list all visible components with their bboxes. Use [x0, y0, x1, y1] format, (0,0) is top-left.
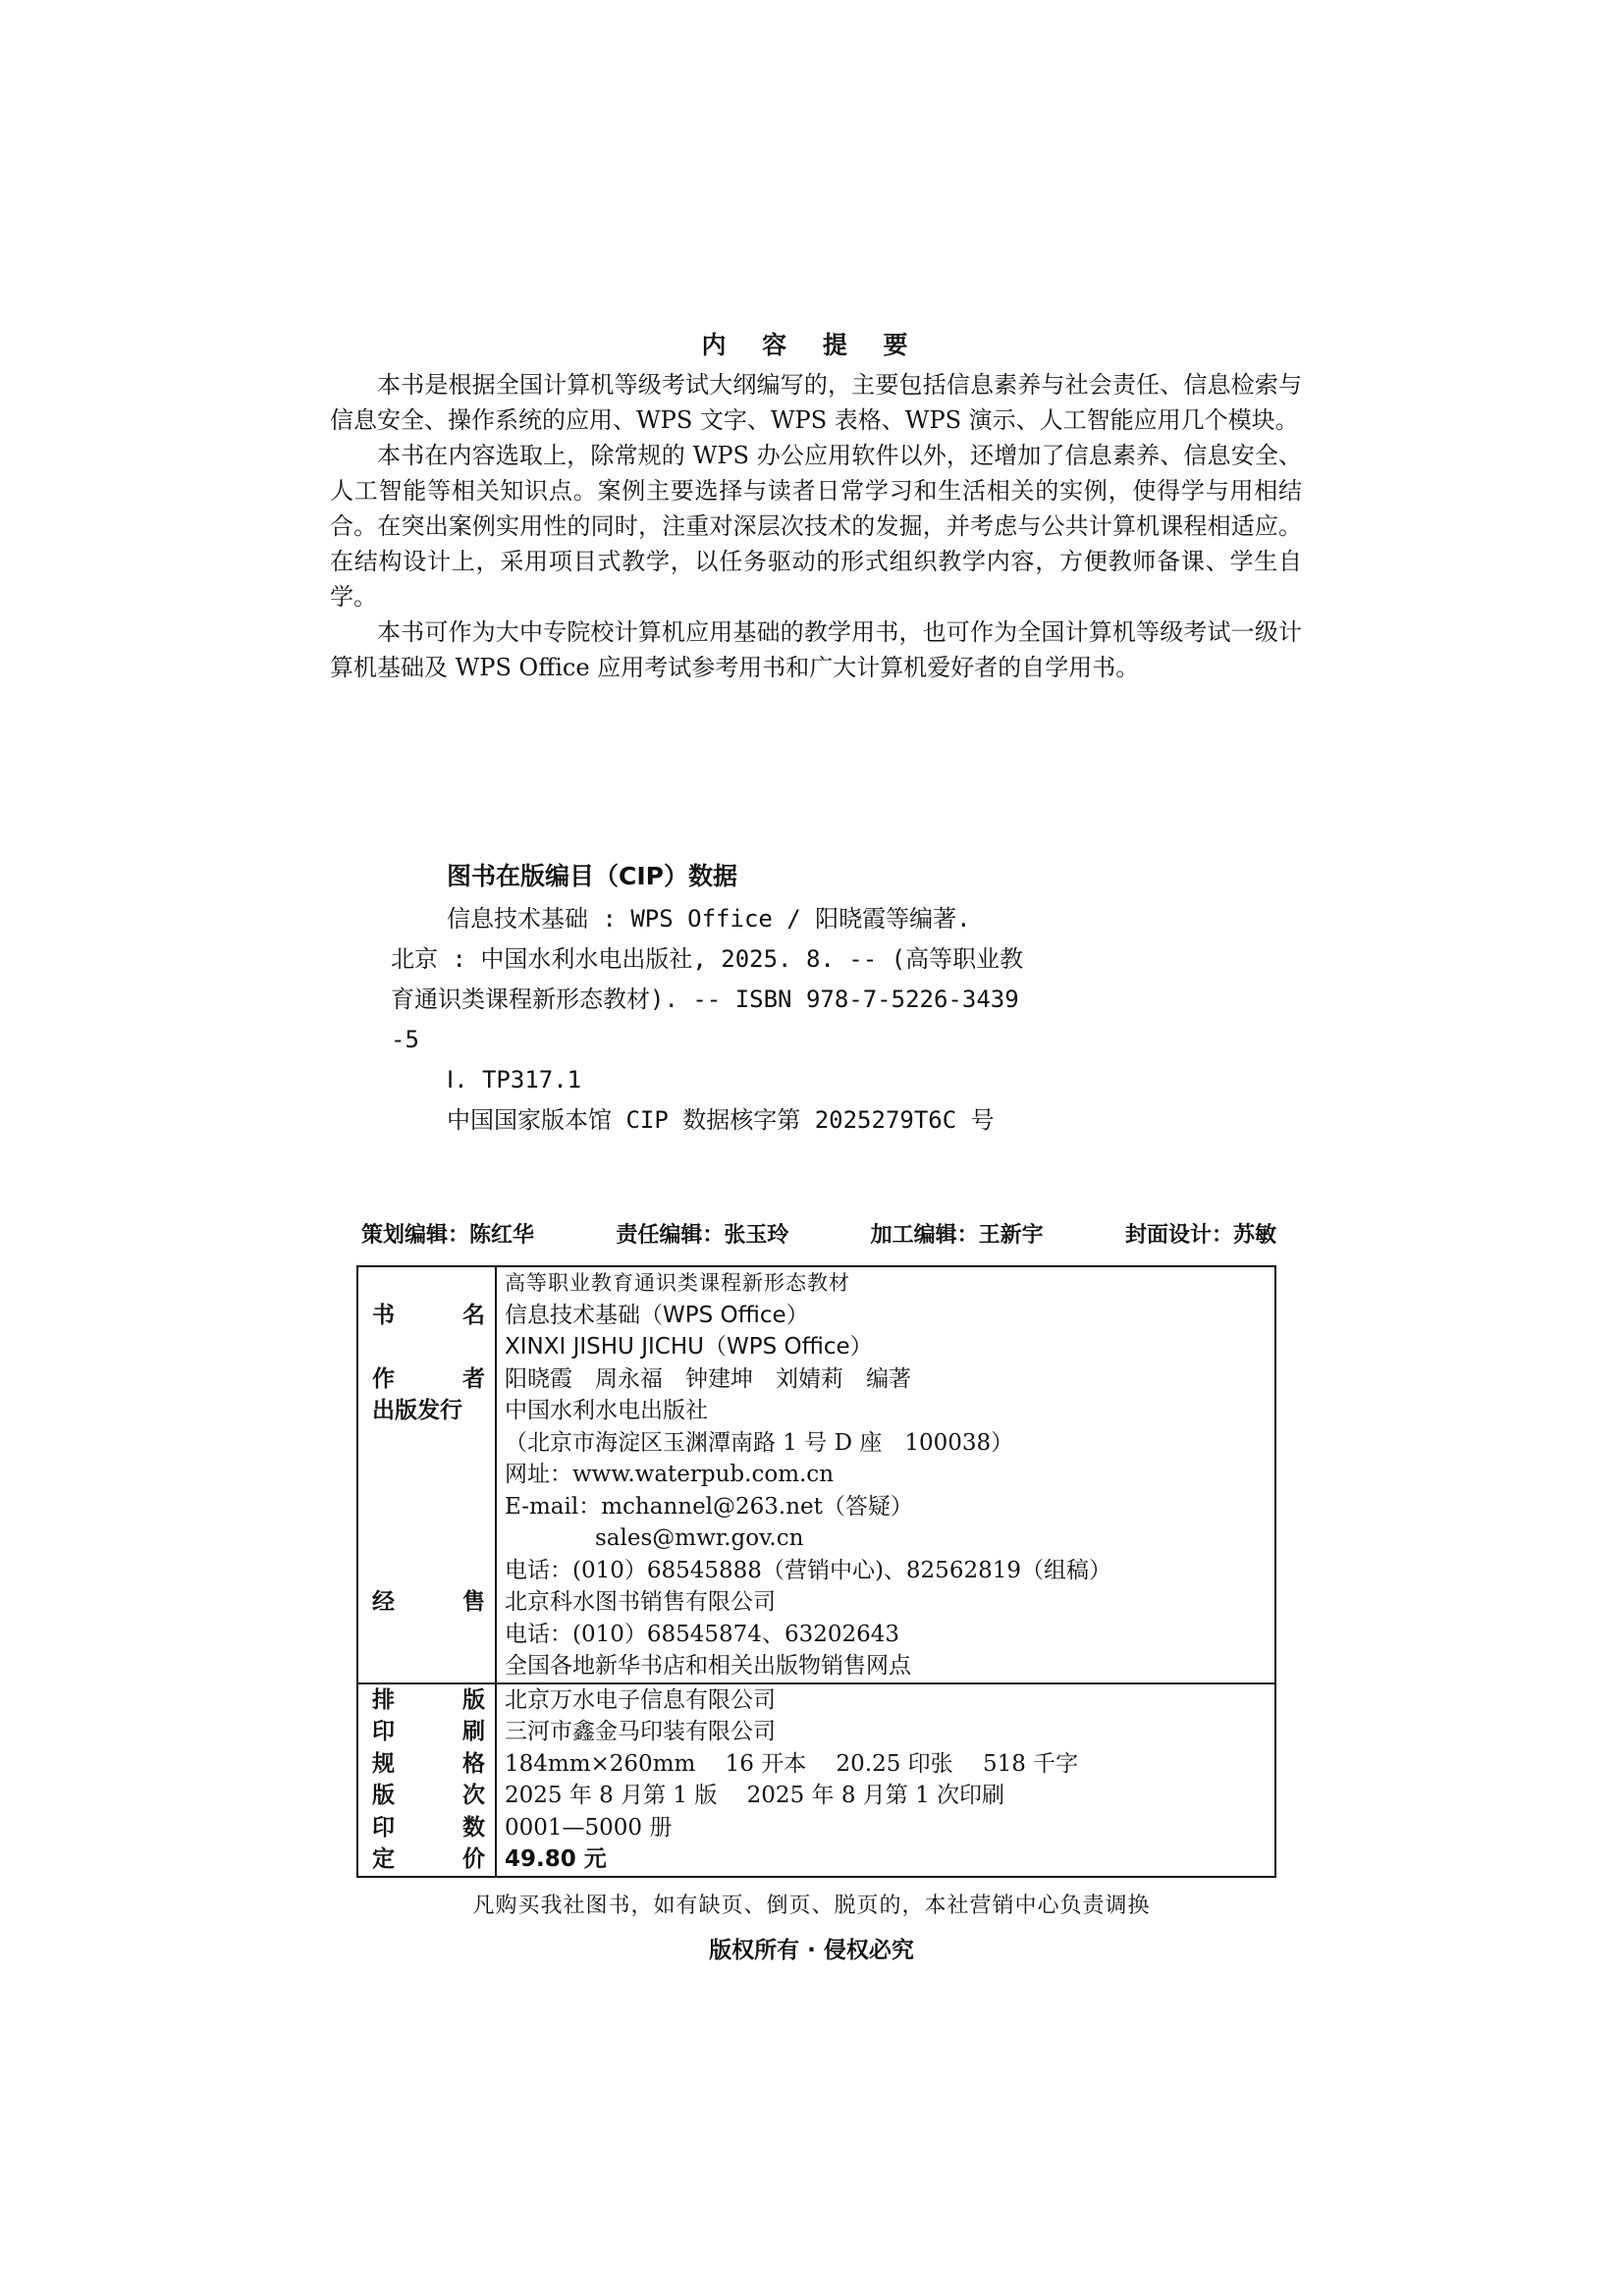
publication-info-table: [356, 1265, 1276, 1878]
cip-line: -5: [391, 1026, 419, 1053]
edition-value: 2025 年 8 月第 1 版 2025 年 8 月第 1 次印刷: [505, 1783, 1005, 1808]
book-title: 信息技术基础（WPS Office）: [505, 1302, 809, 1328]
publisher-address: （北京市海淀区玉渊潭南路 1 号 D 座 100038）: [505, 1429, 1014, 1456]
processing-editor: 加工编辑：王新宇: [870, 1223, 1044, 1248]
production-values: [497, 1684, 1274, 1876]
series-name: 高等职业教育通识类课程新形态教材: [505, 1271, 850, 1295]
printing-value: 三河市鑫金马印装有限公司: [505, 1719, 776, 1744]
abstract-title: 内 容 提 要: [701, 331, 922, 359]
label-book-name: 书 名: [372, 1302, 485, 1328]
price-value: 49.80 元: [505, 1846, 607, 1872]
info-section-production: [358, 1682, 1274, 1876]
cip-line: 育通识类课程新形态教材). -- ISBN 978-7-5226-3439: [391, 986, 1019, 1013]
info-section-main: [358, 1267, 1274, 1682]
distributor-name: 北京科水图书销售有限公司: [505, 1589, 776, 1615]
distributor-phone: 电话：(010）68545874、63202643: [505, 1621, 900, 1647]
responsible-editor: 责任编辑：张玉玲: [616, 1223, 789, 1248]
publisher-email: E-mail：mchannel@263.net（答疑）: [505, 1493, 913, 1520]
label-price: 定 价: [372, 1846, 485, 1872]
cip-line: 信息技术基础 : WPS Office / 阳晓霞等编著.: [447, 905, 971, 933]
abstract-paragraph: 本书可作为大中专院校计算机应用基础的教学用书，也可作为全国计算机等级考试一级计算机基础及 WPS Office 应用考试参考用书和广大计算机爱好者的自学用书。: [330, 618, 1302, 681]
label-distributor: 经 售: [372, 1589, 485, 1615]
label-specification: 规 格: [372, 1750, 485, 1777]
replacement-notice: 凡购买我社图书，如有缺页、倒页、脱页的，本社营销中心负责调换: [472, 1894, 1151, 1918]
typesetting-value: 北京万水电子信息有限公司: [505, 1686, 776, 1713]
publisher-name: 中国水利水电出版社: [505, 1398, 708, 1423]
abstract-paragraph: 本书是根据全国计算机等级考试大纲编写的，主要包括信息素养与社会责任、信息检索与信息安全、操作系统的应用、WPS 文字、WPS 表格、WPS 演示、人工智能应用几个模块。: [330, 371, 1302, 434]
cip-data: [391, 899, 1098, 1141]
label-print-run: 印 数: [372, 1814, 485, 1841]
book-title-pinyin: XINXI JISHU JICHU（WPS Office）: [505, 1334, 873, 1360]
copyright-notice: 版权所有 · 侵权必究: [709, 1938, 914, 1963]
cip-line: 中国国家版本馆 CIP 数据核字第 2025279T6C 号: [447, 1106, 995, 1134]
info-labels: [358, 1267, 497, 1682]
distributor-network: 全国各地新华书店和相关出版物销售网点: [505, 1653, 911, 1679]
label-typesetting: 排 版: [372, 1686, 485, 1713]
production-labels: [358, 1684, 497, 1876]
label-author: 作 者: [372, 1365, 485, 1392]
publisher-phone: 电话：(010）68545888（营销中心)、82562819（组稿）: [505, 1557, 1111, 1583]
editors-row: [361, 1218, 1276, 1249]
print-run-value: 0001—5000 册: [505, 1814, 673, 1841]
publisher-website: 网址：www.waterpub.com.cn: [505, 1462, 835, 1487]
abstract-paragraph: 本书在内容选取上，除常规的 WPS 办公应用软件以外，还增加了信息素养、信息安全、人工智能等相关知识点。案例主要选择与读者日常学习和生活相关的实例，使得学与用相结合。在突出案例实用性的同时，注重对深层次技术的发掘，并考虑与公共计算机课程相适应。在结构设计上，采用项目式教学，以任务驱动的形式组织教学内容，方便教师备课、学生自学。: [330, 442, 1302, 611]
cip-line: 北京 : 中国水利水电出版社, 2025. 8. -- (高等职业教: [391, 945, 1024, 973]
specification-value: 184mm×260mm 16 开本 20.25 印张 518 千字: [505, 1750, 1079, 1777]
abstract-body: [330, 367, 1302, 685]
cip-heading: 图书在版编目（CIP）数据: [447, 862, 737, 890]
cip-line: Ⅰ. TP317.1: [447, 1066, 582, 1094]
planning-editor: 策划编辑：陈红华: [361, 1223, 535, 1248]
author-value: 阳晓霞 周永福 钟建坤 刘婧莉 编著: [505, 1365, 911, 1392]
label-printing: 印 刷: [372, 1719, 485, 1744]
publisher-email-2: sales@mwr.gov.cn: [505, 1525, 804, 1551]
label-publisher: 出版发行: [372, 1398, 462, 1423]
label-edition: 版 次: [372, 1783, 485, 1808]
info-values: [497, 1267, 1274, 1682]
cover-designer: 封面设计：苏敏: [1124, 1223, 1276, 1248]
